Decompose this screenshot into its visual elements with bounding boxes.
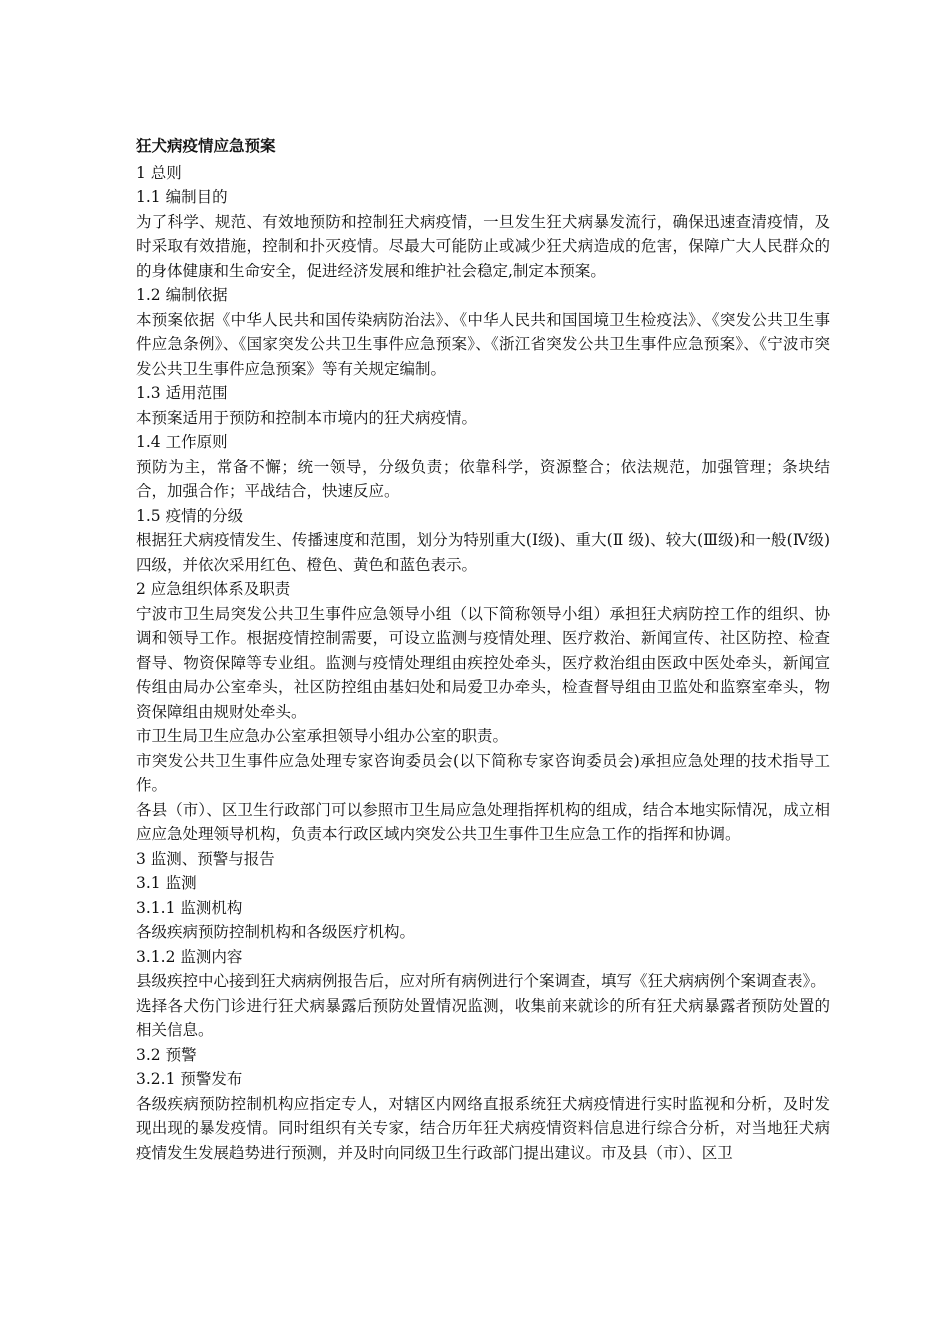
- paragraph-exposure-monitoring: 选择各犬伤门诊进行狂犬病暴露后预防处置情况监测，收集前来就诊的所有狂犬病暴露者预防处置的相关信息。: [136, 996, 830, 1039]
- heading-1-3: 1.3 适用范围: [136, 384, 228, 402]
- paragraph-organization: 宁波市卫生局突发公共卫生事件应急领导小组（以下简称领导小组）承担狂犬病防控工作的组织、协调和领导工作。根据疫情控制需要，可设立监测与疫情处理、医疗救治、新闻宣传、社区防控、检查督导、物资保障等专业组。监测与疫情处理组由疾控处牵头，医疗救治组由医政中医处牵头，新闻宣传组由局办公室牵头，社区防控组由基妇处和局爱卫办牵头，检查督导组由卫监处和监察室牵头，物资保障组由规财处牵头。: [136, 604, 830, 721]
- heading-2: 2 应急组织体系及职责: [136, 580, 291, 598]
- document-body: [136, 134, 830, 1165]
- paragraph-office: 市卫生局卫生应急办公室承担领导小组办公室的职责。: [136, 727, 509, 745]
- heading-1: 1 总则: [136, 163, 182, 182]
- heading-3: 3 监测、预警与报告: [136, 849, 275, 868]
- heading-1-2: 1.2 编制依据: [136, 286, 228, 304]
- paragraph-principles: 预防为主，常备不懈；统一领导，分级负责；依靠科学，资源整合；依法规范，加强管理；条块结合，加强合作；平战结合，快速反应。: [136, 457, 830, 500]
- paragraph-expert-committee: 市突发公共卫生事件应急处理专家咨询委员会(以下简称专家咨询委员会)承担应急处理的技术指导工作。: [136, 751, 830, 794]
- paragraph-warning-release: 各级疾病预防控制机构应指定专人，对辖区内网络直报系统狂犬病疫情进行实时监视和分析，及时发现出现的暴发疫情。同时组织有关专家，结合历年狂犬病疫情资料信息进行综合分析，对当地狂犬病疫情发生发展趋势进行预测，并及时向同级卫生行政部门提出建议。市及县（市）、区卫: [136, 1094, 830, 1162]
- paragraph-county-departments: 各县（市）、区卫生行政部门可以参照市卫生局应急处理指挥机构的组成，结合本地实际情况，成立相应应急处理领导机构，负责本行政区域内突发公共卫生事件卫生应急工作的指挥和协调。: [136, 800, 830, 843]
- paragraph-basis: 本预案依据《中华人民共和国传染病防治法》、《中华人民共和国国境卫生检疫法》、《突发公共卫生事件应急条例》、《国家突发公共卫生事件应急预案》、《浙江省突发公共卫生事件应急预案》、《宁波市突发公共卫生事件应急预案》等有关规定编制。: [136, 310, 830, 378]
- document-title: 狂犬病疫情应急预案: [136, 136, 276, 155]
- paragraph-scope: 本预案适用于预防和控制本市境内的狂犬病疫情。: [136, 408, 478, 427]
- heading-3-1-2: 3.1.2 监测内容: [136, 947, 243, 966]
- heading-1-4: 1.4 工作原则: [136, 433, 228, 451]
- heading-3-1-1: 3.1.1 监测机构: [136, 898, 243, 917]
- heading-3-2: 3.2 预警: [136, 1045, 197, 1064]
- heading-1-5: 1.5 疫情的分级: [136, 506, 244, 525]
- paragraph-monitoring-agencies: 各级疾病预防控制机构和各级医疗机构。: [136, 923, 416, 941]
- paragraph-purpose: 为了科学、规范、有效地预防和控制狂犬病疫情，一旦发生狂犬病暴发流行，确保迅速查清疫情，及时采取有效措施，控制和扑灭疫情。尽最大可能防止或减少狂犬病造成的危害，保障广大人民群众的的身体健康和生命安全，促进经济发展和维护社会稳定,制定本预案。: [136, 212, 830, 280]
- paragraph-case-survey: 县级疾控中心接到狂犬病病例报告后，应对所有病例进行个案调查，填写《狂犬病病例个案调查表》。: [136, 972, 826, 990]
- heading-3-2-1: 3.2.1 预警发布: [136, 1070, 243, 1088]
- heading-3-1: 3.1 监测: [136, 874, 197, 892]
- paragraph-grading: 根据狂犬病疫情发生、传播速度和范围，划分为特别重大(Ⅰ级)、重大(Ⅱ 级)、较大(Ⅲ级)和一般(Ⅳ级)四级，并依次采用红色、橙色、黄色和蓝色表示。: [136, 531, 830, 574]
- heading-1-1: 1.1 编制目的: [136, 188, 228, 206]
